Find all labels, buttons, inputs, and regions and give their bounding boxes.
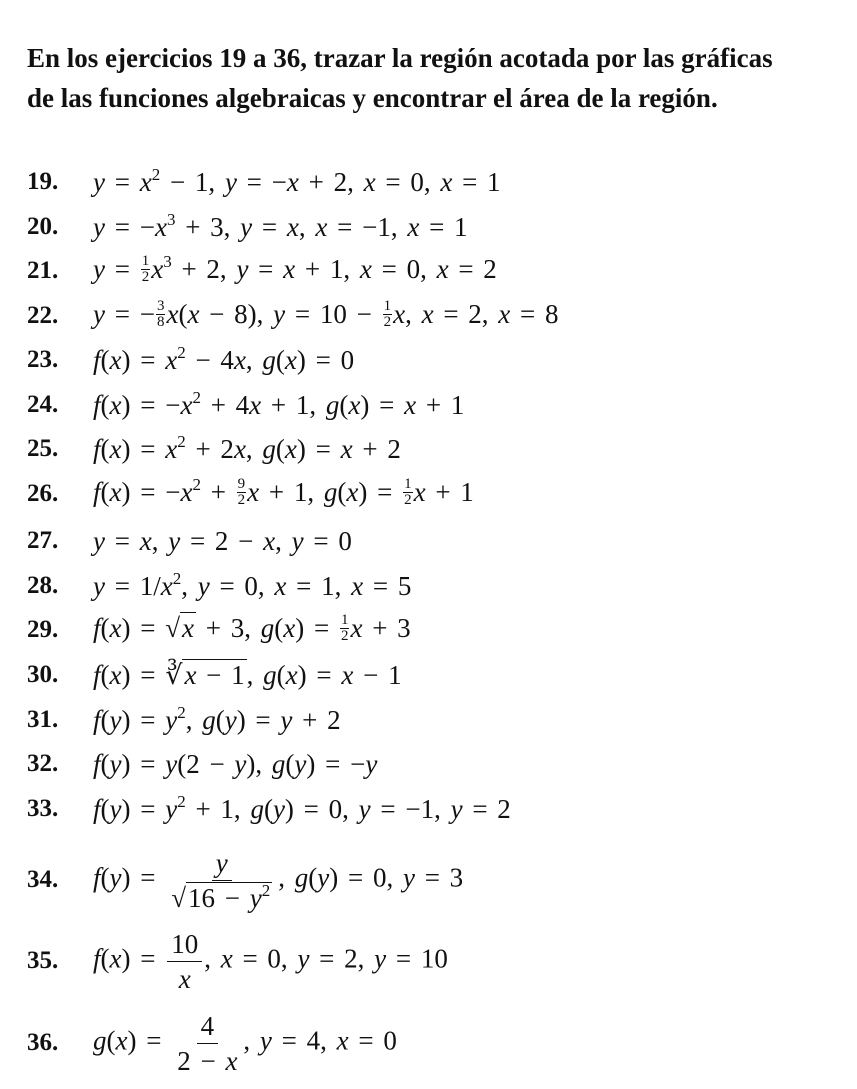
exercise-equation: $y = -x^3 + 3$, y = x, x = −1, x = 1 [93,209,468,242]
instructions-line-2: de las funciones algebraicas y encontrar el área de la región. [27,83,718,113]
exercise-31 [27,702,341,738]
exercise-number: 19. [27,168,59,195]
exercise-equation: $f(y) = y^2 + 1$, g(y) = 0, y = −1, y = 2 [93,791,511,824]
exercise-36 [27,1008,397,1078]
exercise-equation: f(y) = $\frac{y}{√16 - y^2}$ , g(y) = 0, y = 3 [93,847,464,913]
exercise-equation: f(x) = $\frac{10}{x}$ , x = 0, y = 2, y = 10 [93,928,448,994]
exercise-equation: g(x) = $\frac{4}{2 - x}$ , y = 4, x = 0 [93,1010,397,1076]
exercise-equation: y = − $\frac{3}{8}$ x(x − 8), y = 10 − $\frac{1}{2}$ x, x = 2, x = 8 [93,297,559,330]
exercise-number: 36. [27,1029,59,1056]
exercise-equation: f(x) = √x + 3, g(x) = $\frac{1}{2}$ x + 3 [93,611,411,644]
exercise-equation: $f(x) = -x^2 + 4x + 1$, g(x) = x + 1 [93,387,465,420]
exercise-number: 24. [27,391,59,418]
exercise-number: 27. [27,527,59,554]
exercise-number: 22. [27,302,59,329]
exercise-equation: $f(x) = x^2 + 2x$, g(x) = x + 2 [93,431,401,464]
exercise-equation: $y = x^2 - 1$, y = −x + 2, x = 0, x = 1 [93,164,501,197]
exercise-22 [27,298,559,334]
exercise-33 [27,791,511,827]
exercise-equation: f(y) = y(2 − y), g(y) = −y [93,748,378,779]
exercise-28 [27,568,411,604]
instructions-line-1: En los ejercicios 19 a 36, trazar la región acotada por las gráficas [27,43,773,73]
exercise-34 [27,845,463,915]
exercise-30 [27,657,402,693]
exercise-equation: $f(x) = -x^2$ + $\frac{9}{2}$ x + 1, g(x) = $\frac{1}{2}$ x + 1 [93,475,474,508]
exercise-equation: $f(x) = x^2 - 4x$, g(x) = 0 [93,342,355,375]
exercise-equation: $y = 1/x^2$, y = 0, x = 1, x = 5 [93,568,412,601]
exercise-number: 33. [27,795,59,822]
exercise-equation: y = x, y = 2 − x, y = 0 [93,525,352,556]
exercise-35 [27,926,448,996]
exercise-number: 30. [27,661,59,688]
exercise-20 [27,209,468,245]
exercise-number: 34. [27,866,59,893]
exercise-equation: f(x) = ∛x − 1, g(x) = x − 1 [93,659,402,690]
exercise-number: 29. [27,616,59,643]
exercise-29 [27,612,411,648]
exercise-number: 28. [27,572,59,599]
exercise-number: 32. [27,750,59,777]
exercise-23 [27,342,354,378]
exercise-number: 35. [27,947,59,974]
exercise-number: 31. [27,706,59,733]
exercise-number: 20. [27,213,59,240]
exercise-equation: $f(y) = y^2$, g(y) = y + 2 [93,702,341,735]
exercise-25 [27,431,401,467]
exercise-number: 23. [27,346,59,373]
exercise-26 [27,476,474,512]
instructions [27,38,842,118]
exercise-32 [27,746,377,782]
exercise-21 [27,253,497,289]
exercise-number: 25. [27,435,59,462]
exercise-number: 26. [27,480,59,507]
exercise-27 [27,523,352,559]
exercise-19 [27,164,501,200]
exercise-24 [27,387,464,423]
exercise-equation: y = $\frac{1}{2}$ $x^3 + 2$, y = x + 1, x = 0, x = 2 [93,252,497,285]
exercise-number: 21. [27,257,59,284]
